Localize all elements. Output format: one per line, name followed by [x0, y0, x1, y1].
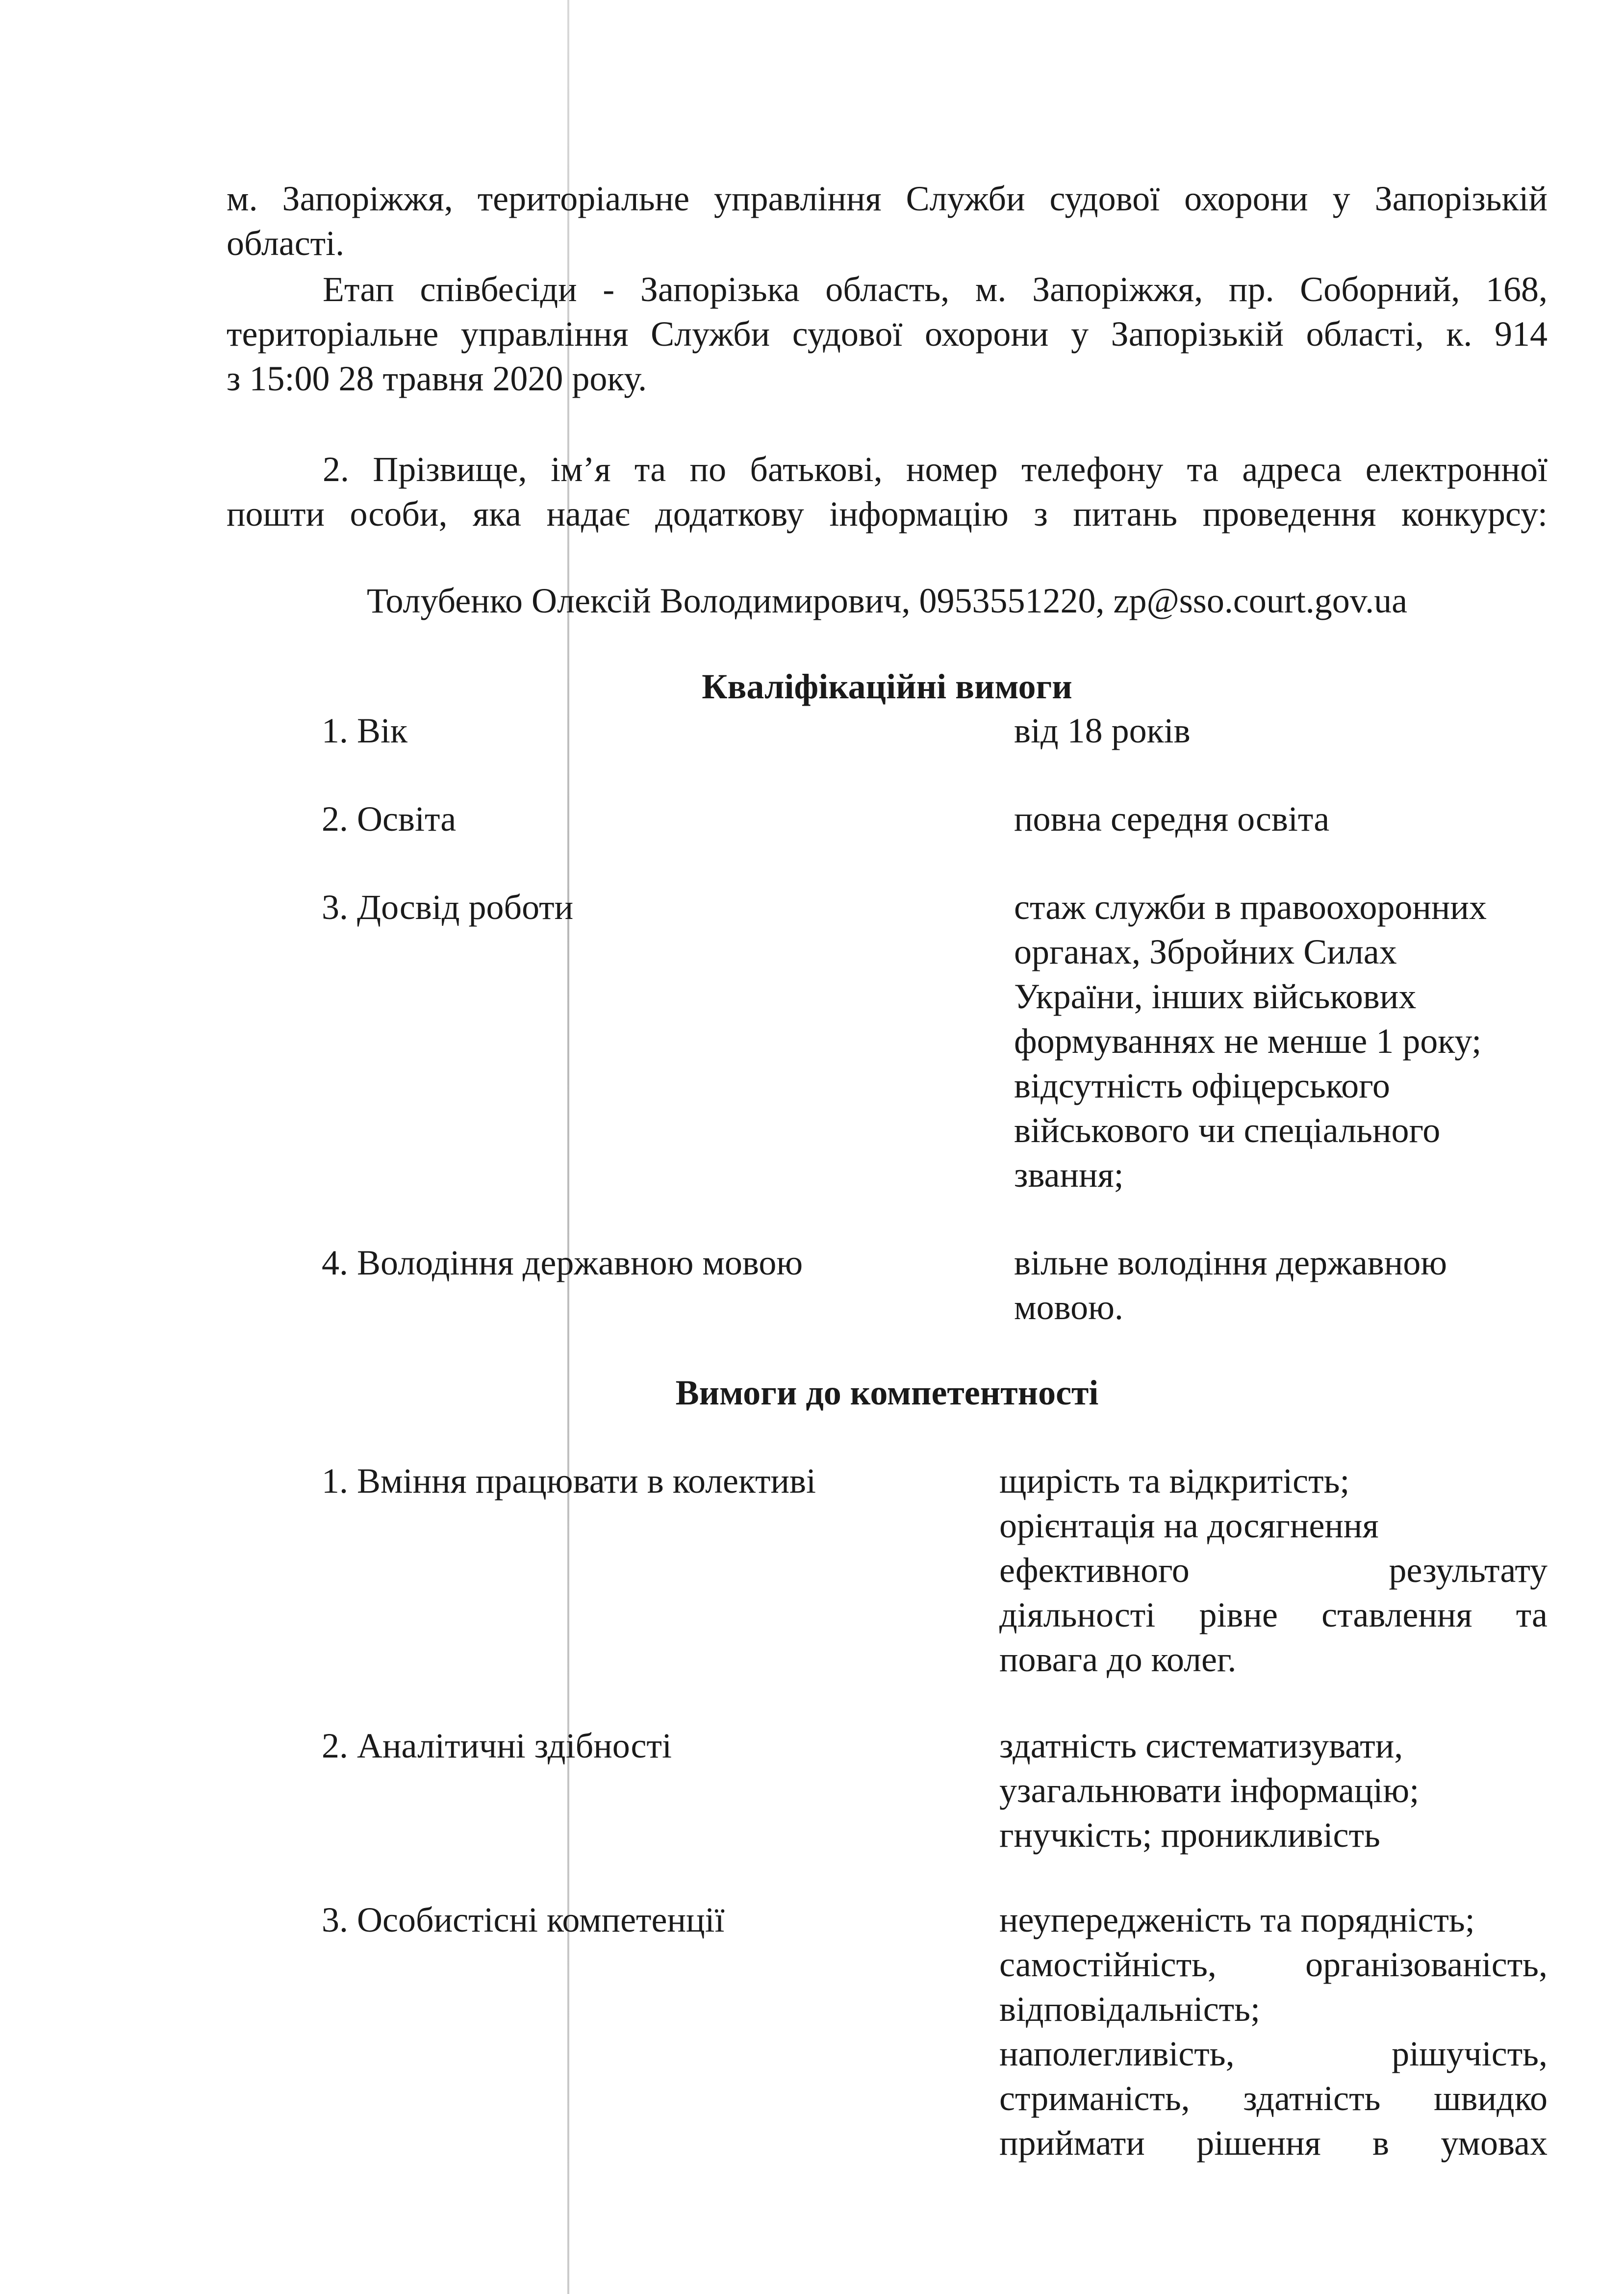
- interview-line: територіальне управління Служби судової охорони у Запорізькій області, к. 914: [227, 314, 1548, 354]
- contact-person: Толубенко Олексій Володимирович, 0953551220, zp@sso.court.gov.ua: [366, 581, 1408, 620]
- requirement-value-line: військового чи спеціального: [1014, 1111, 1441, 1150]
- requirement-value-line: діяльності рівне ставлення та: [999, 1595, 1548, 1634]
- requirement-value: [999, 1459, 1548, 1682]
- intro-paragraph: [227, 177, 1548, 266]
- requirement-value-line: неупередженість та порядність;: [999, 1900, 1475, 1939]
- requirement-value-line: стаж служби в правоохоронних: [1014, 888, 1487, 927]
- competencies-title: Вимоги до компетентності: [675, 1373, 1099, 1412]
- requirement-value: [1014, 885, 1548, 1198]
- requirement-value: [1014, 709, 1548, 753]
- competencies-heading: [227, 1371, 1548, 1415]
- requirement-value-line: стриманість, здатність швидко: [999, 2079, 1548, 2118]
- requirement-value-line: узагальнювати інформацію;: [999, 1771, 1420, 1810]
- requirement-value-line: повага до колег.: [999, 1640, 1237, 1679]
- requirement-label: 2. Освіта: [322, 799, 457, 839]
- requirement-value: [999, 1724, 1548, 1858]
- interview-paragraph: [227, 267, 1548, 401]
- requirement-value-line: орієнтація на досягнення: [999, 1506, 1379, 1545]
- requirement-value: [999, 1898, 1548, 2166]
- requirement-value-line: органах, Збройних Силах: [1014, 932, 1397, 971]
- qualifications-heading: [227, 664, 1548, 709]
- requirement-value: [1014, 1241, 1548, 1330]
- requirement-label: 1. Вік: [322, 711, 408, 750]
- requirement-label: 1. Вміння працювати в колективі: [322, 1461, 816, 1501]
- requirement-value: [1014, 797, 1548, 841]
- requirement-value-line: відповідальність;: [999, 1989, 1260, 2029]
- requirement-value-line: гнучкість; проникливість: [999, 1815, 1380, 1855]
- requirement-value-line: України, інших військових: [1014, 977, 1417, 1016]
- qualifications-title: Кваліфікаційні вимоги: [702, 667, 1072, 706]
- intro-line: м. Запоріжжя, територіальне управління Служби судової охорони у Запорізькій: [227, 179, 1548, 218]
- requirement-value-line: формуваннях не менше 1 року;: [1014, 1021, 1482, 1061]
- requirement-label: 3. Досвід роботи: [322, 888, 574, 927]
- requirement-label: 2. Аналітичні здібності: [322, 1726, 672, 1765]
- requirement-value-line: здатність систематизувати,: [999, 1726, 1403, 1765]
- requirement-label: 3. Особистісні компетенції: [322, 1900, 725, 1939]
- requirement-value-line: вільне володіння державною: [1014, 1243, 1447, 1282]
- interview-line: з 15:00 28 травня 2020 року.: [227, 359, 647, 398]
- requirement-value-line: наполегливість, рішучість,: [999, 2034, 1548, 2073]
- requirement-value-line: звання;: [1014, 1155, 1124, 1195]
- contact-line: 2. Прізвище, ім’я та по батькові, номер телефону та адреса електронної: [323, 450, 1548, 489]
- requirement-value-line: самостійність, організованість,: [999, 1945, 1548, 1984]
- contact-line: пошти особи, яка надає додаткову інформацію з питань проведення конкурсу:: [227, 494, 1548, 534]
- intro-line: області.: [227, 224, 345, 263]
- contact-paragraph: [227, 447, 1548, 536]
- requirement-value-line: мовою.: [1014, 1288, 1123, 1327]
- requirement-value-line: щирість та відкритість;: [999, 1461, 1350, 1501]
- requirement-value-line: повна середня освіта: [1014, 799, 1330, 839]
- interview-line: Етап співбесіди - Запорізька область, м. Запоріжжя, пр. Соборний, 168,: [323, 270, 1548, 309]
- requirement-label: 4. Володіння державною мовою: [322, 1243, 803, 1282]
- requirement-value-line: від 18 років: [1014, 711, 1191, 750]
- requirement-value-line: відсутність офіцерського: [1014, 1066, 1390, 1105]
- requirement-value-line: ефективного результату: [999, 1551, 1548, 1590]
- requirement-value-line: приймати рішення в умовах: [999, 2123, 1548, 2163]
